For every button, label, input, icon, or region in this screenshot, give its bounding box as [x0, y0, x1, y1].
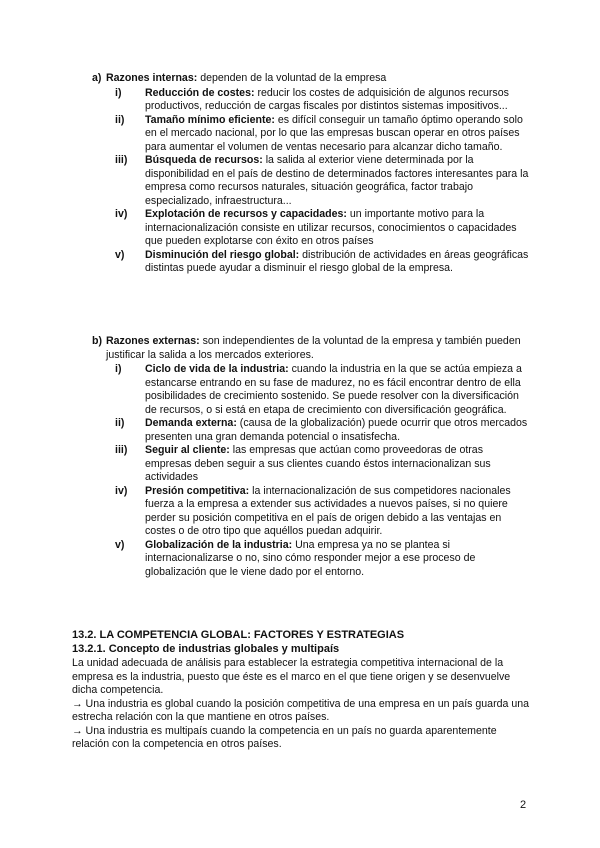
list-item-number: v) — [115, 538, 125, 551]
subsection-heading-13-2-1: 13.2.1. Concepto de industrias globales y multipaís — [72, 643, 340, 655]
paragraph: → Una industria es multipaís cuando la competencia en un país no guarda aparentemente relación con la competencia en otros países. — [72, 724, 497, 750]
list-item-number: ii) — [115, 113, 125, 126]
list-item-title: Globalización de la industria: — [145, 538, 293, 551]
list-item — [92, 539, 532, 580]
section-b-list — [92, 363, 532, 579]
section-a — [92, 72, 532, 276]
list-item-title: Seguir al cliente: — [145, 444, 230, 456]
section-a-text: dependen de la voluntad de la empresa — [197, 72, 387, 84]
list-item-text: Una empresa ya no se plantea si internacionalizarse o no, sino cómo responder mejor a ese proceso de globalización que le viene dado por el entorno. — [145, 538, 476, 578]
list-item — [92, 114, 532, 155]
list-item-number: iv) — [115, 484, 128, 497]
list-item-title: Demanda externa: — [145, 417, 237, 429]
list-item — [92, 485, 532, 539]
list-item-title: Disminución del riesgo global: — [145, 248, 300, 261]
list-item-text: reducir los costes de adquisición de algunos recursos productivos, reducción de cargas fiscales por distintos sistemas impositivos... — [145, 86, 509, 112]
section-b-text: son independientes de la voluntad de la empresa y también pueden justificar la salida a los mercados exteriores. — [106, 335, 521, 361]
list-item-number: iii) — [115, 444, 128, 456]
list-item-text: es difícil conseguir un tamaño óptimo operando solo en el mercado nacional, por lo que las empresas buscan operar en otros países para aumentar el volumen de ventas necesario para alcanzar dicho tamaño. — [145, 113, 523, 153]
list-item-number: ii) — [115, 417, 125, 429]
list-item-number: iii) — [115, 154, 128, 166]
list-item-text: cuando la industria en la que se actúa empieza a estancarse entrando en su fase de madurez, no es fácil encontrar dentro de ella posibilidades de crecimiento sostenido. Se puede resolver con la diversificación de recursos, o si está en etapa de crecimiento con diversificación geográfica. — [145, 363, 522, 416]
list-item — [92, 208, 532, 249]
list-item-text: la salida al exterior viene determinada por la disponibilidad en el país de destino de determinados factores interesantes para la empresa como recursos naturales, situación geográfica, factor trabajo especializado, infraestructura... — [145, 154, 529, 207]
list-item-title: Explotación de recursos y capacidades: — [145, 208, 347, 220]
list-item-text: un importante motivo para la internacionalización consiste en utilizar recursos, conocimientos o capacidades que pueden explotarse con éxito en otros países — [145, 208, 517, 247]
section-a-heading — [92, 72, 532, 86]
page-number: 2 — [520, 799, 527, 811]
list-item — [92, 87, 532, 114]
list-item — [92, 154, 532, 208]
list-item-text: la internacionalización de sus competidores nacionales fuerza a la empresa a extender sus actividades a nuevos países, si no quiere perder su posición competitiva en el país de origen debido a las ventajas en costes o de otro tipo que aquéllos puedan adquirir. — [145, 484, 511, 537]
list-item-text: distribución de actividades en áreas geográficas distintas puede ayudar a disminuir el riesgo global de la empresa. — [145, 248, 529, 274]
list-item — [92, 417, 532, 444]
body-text — [72, 657, 532, 752]
list-item-text: (causa de la globalización) puede ocurrir que otros mercados presenten una gran demanda potencial o insatisfecha. — [145, 417, 528, 443]
paragraph: La unidad adecuada de análisis para establecer la estrategia competitiva internacional de la empresa es la industria, puesto que éste es el marco en el que tiene origen y se desenvuelve dicha competencia. — [72, 657, 511, 696]
list-item-title: Búsqueda de recursos: — [145, 154, 263, 166]
section-b-heading — [92, 335, 532, 362]
list-item-number: v) — [115, 248, 125, 261]
section-a-title: Razones internas: — [106, 72, 198, 84]
section-a-list — [92, 87, 532, 276]
list-item — [92, 363, 532, 417]
section-a-marker: a) — [92, 72, 102, 84]
paragraph: → Una industria es global cuando la posición competitiva de una empresa en un país guarda una estrecha relación con la que mantiene en otros países. — [72, 697, 530, 723]
list-item-number: i) — [115, 363, 122, 375]
section-b — [92, 335, 532, 579]
list-item-text: las empresas que actúan como proveedoras de otras empresas deben seguir a sus clientes cuando éstos internacionalizan sus actividades — [145, 444, 491, 483]
list-item — [92, 249, 532, 276]
list-item-number: iv) — [115, 208, 128, 220]
section-b-marker: b) — [92, 335, 102, 347]
list-item-number: i) — [115, 86, 122, 99]
list-item-title: Presión competitiva: — [145, 484, 250, 497]
list-item-title: Ciclo de vida de la industria: — [145, 363, 289, 375]
list-item — [92, 444, 532, 485]
list-item-title: Tamaño mínimo eficiente: — [145, 113, 275, 126]
section-b-title: Razones externas: — [106, 335, 200, 347]
section-heading-13-2: 13.2. LA COMPETENCIA GLOBAL: FACTORES Y ESTRATEGIAS — [72, 629, 405, 641]
list-item-title: Reducción de costes: — [145, 86, 255, 99]
